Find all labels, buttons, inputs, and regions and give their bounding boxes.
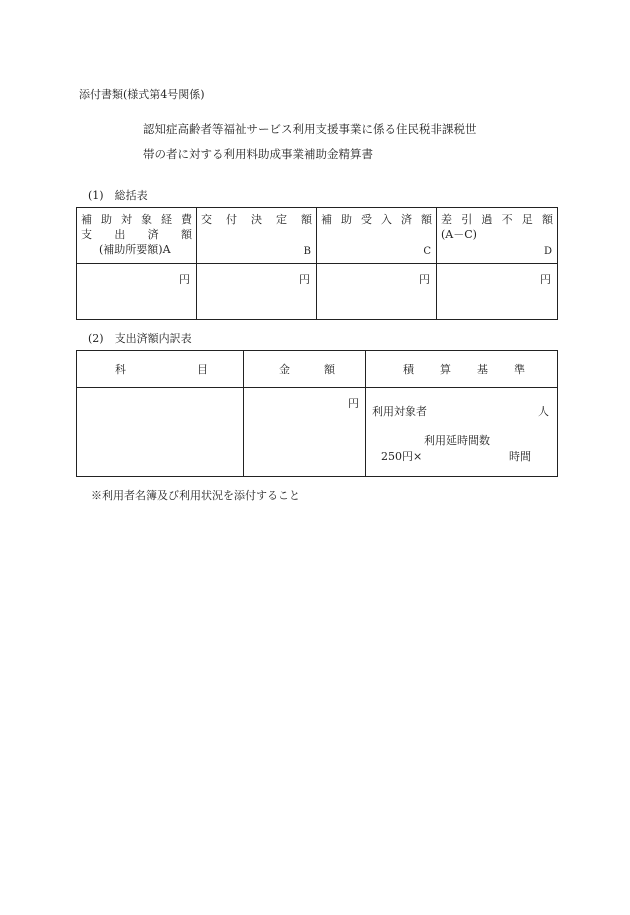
breakdown-table-heading: (2) 支出済額内訳表 [88, 332, 192, 345]
attachment-header: 添付書類(様式第4号関係) [79, 88, 205, 101]
attachment-note: ※利用者名簿及び利用状況を添付すること [91, 489, 300, 502]
breakdown-value-amount[interactable] [244, 388, 366, 477]
column-letter-d: D [543, 246, 552, 257]
summary-table [76, 207, 558, 320]
breakdown-value-row [77, 388, 558, 477]
yen-unit: 円 [299, 273, 310, 286]
basis-hours-label: 利用延時間数 [424, 434, 490, 447]
summary-table-heading: (1) 総括表 [88, 189, 148, 202]
breakdown-header-row [77, 351, 558, 388]
breakdown-value-basis[interactable] [366, 388, 558, 477]
summary-value-row [77, 264, 558, 320]
yen-unit: 円 [179, 273, 190, 286]
breakdown-header-amount: 金 額 [244, 351, 366, 388]
column-letter-b: B [303, 246, 311, 257]
basis-calc-line: 250円× 時間 [381, 450, 531, 463]
breakdown-header-basis: 積 算 基 準 [366, 351, 558, 388]
column-letter-c: C [423, 246, 431, 257]
yen-unit: 円 [540, 273, 551, 286]
summary-header-balance: 差 引 過 不 足 額 (A－C) D [437, 208, 558, 264]
yen-unit: 円 [419, 273, 430, 286]
summary-value-c[interactable] [317, 264, 437, 320]
summary-header-received: 補 助 受 入 済 額 C [317, 208, 437, 264]
breakdown-table [76, 350, 558, 477]
summary-header-row [77, 208, 558, 264]
document-title-line2: 帯の者に対する利用料助成事業補助金精算書 [143, 147, 373, 161]
summary-value-b[interactable] [197, 264, 317, 320]
breakdown-value-item[interactable] [77, 388, 244, 477]
breakdown-header-item: 科 目 [77, 351, 244, 388]
basis-users-line: 利用対象者 人 [372, 405, 549, 418]
summary-header-grant-decision: 交 付 決 定 額 B [197, 208, 317, 264]
summary-value-d[interactable] [437, 264, 558, 320]
summary-header-subsidy-expense: 補 助 対 象 経 費 支 出 済 額 (補助所要額)A [77, 208, 197, 264]
summary-value-a[interactable] [77, 264, 197, 320]
yen-unit: 円 [348, 397, 359, 410]
document-title-line1: 認知症高齢者等福祉サービス利用支援事業に係る住民税非課税世 [143, 122, 477, 136]
